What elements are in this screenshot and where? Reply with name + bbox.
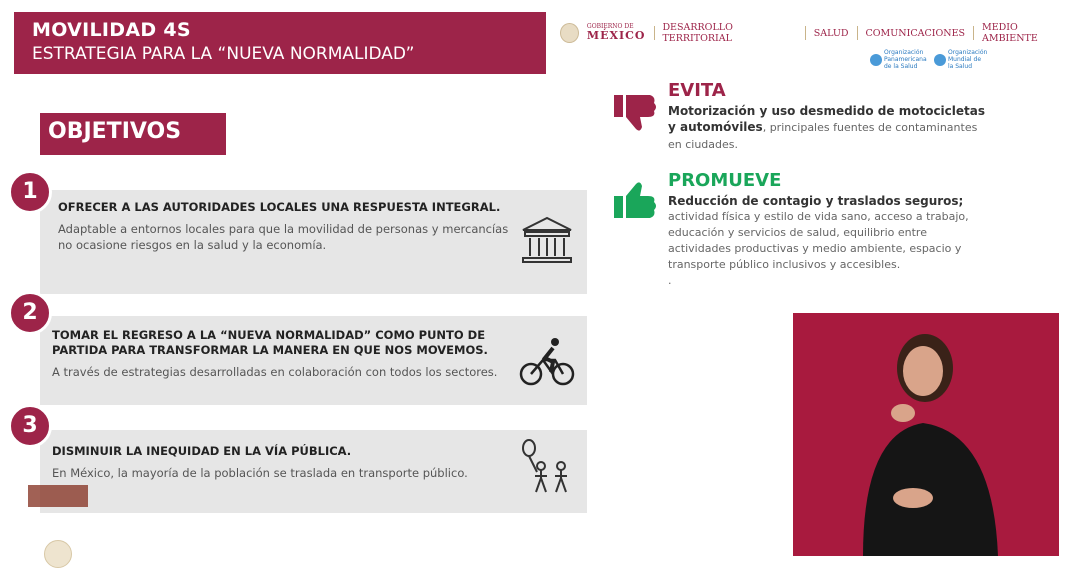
mexico-seal-watermark-icon xyxy=(44,540,72,568)
government-logos xyxy=(560,22,1071,44)
mexico-seal-icon xyxy=(560,23,579,43)
logo-salud: SALUD xyxy=(813,27,849,39)
promueve-section xyxy=(668,170,983,289)
objective-number-1: 1 xyxy=(8,170,52,214)
promueve-dot: . xyxy=(668,274,672,287)
evita-text: , principales fuentes de contaminantes en ciudades. xyxy=(668,121,978,151)
evita-title: EVITA xyxy=(668,80,726,101)
cyclist-icon xyxy=(519,334,575,390)
ops-logo: Organización Panamericana de la Salud xyxy=(870,49,924,70)
thumbs-down-icon xyxy=(614,93,658,133)
objetivos-heading: OBJETIVOS xyxy=(40,113,226,155)
promueve-text: actividad física y estilo de vida sano, acceso a trabajo, educación y servicios de salud, equilibrio entre actividades productivas y medio ambiente, espacio y transporte público inclusivos y accesibles. xyxy=(668,210,969,271)
objective-title: DISMINUIR LA INEQUIDAD EN LA VÍA PÚBLICA. xyxy=(52,444,352,458)
page-title: MOVILIDAD 4S xyxy=(32,19,191,41)
objective-title: OFRECER A LAS AUTORIDADES LOCALES UNA RESPUESTA INTEGRAL. xyxy=(58,200,501,214)
watermark-building-logo xyxy=(28,485,88,507)
gobierno-mexico-logo: GOBIERNO DE MÉXICO xyxy=(586,23,646,43)
promueve-bold: Reducción de contagio y traslados seguros; xyxy=(668,194,964,208)
title-banner xyxy=(14,12,546,74)
evita-bold: Motorización y uso desmedido de motocicletas y automóviles xyxy=(668,104,986,134)
health-org-logos xyxy=(870,49,988,70)
logo-medio-ambiente: MEDIO AMBIENTE xyxy=(981,22,1038,44)
objective-card-2 xyxy=(40,316,587,405)
objective-number-2: 2 xyxy=(8,291,52,335)
children-balloon-icon xyxy=(519,438,575,494)
who-icon xyxy=(934,54,946,66)
objective-text: En México, la mayoría de la población se traslada en transporte público. xyxy=(52,466,468,480)
logo-desarrollo: DESARROLLO TERRITORIAL xyxy=(662,22,733,44)
promueve-title: PROMUEVE xyxy=(668,170,782,191)
oms-logo: Organización Mundial de la Salud xyxy=(934,49,988,70)
globe-icon xyxy=(870,54,882,66)
objective-number-3: 3 xyxy=(8,404,52,448)
evita-section xyxy=(668,80,988,153)
objective-title: TOMAR EL REGRESO A LA “NUEVA NORMALIDAD” COMO PUNTO DE PARTIDA PARA TRANSFORMAR LA MANERA EN QUE NOS MOVEMOS. xyxy=(52,328,488,357)
objective-card-3 xyxy=(40,430,587,513)
government-building-icon xyxy=(519,212,575,268)
logo-comunicaciones: COMUNICACIONES xyxy=(865,27,966,39)
sign-language-interpreter-video xyxy=(793,313,1059,556)
objective-text: A través de estrategias desarrolladas en colaboración con todos los sectores. xyxy=(52,365,498,379)
thumbs-up-icon xyxy=(614,180,658,220)
page-subtitle: ESTRATEGIA PARA LA “NUEVA NORMALIDAD” xyxy=(32,44,415,64)
interpreter-figure xyxy=(793,313,1059,556)
objective-text: Adaptable a entornos locales para que la movilidad de personas y mercancías no ocasione riesgos en la salud y la economía. xyxy=(58,222,509,252)
objective-card-1 xyxy=(40,190,587,294)
